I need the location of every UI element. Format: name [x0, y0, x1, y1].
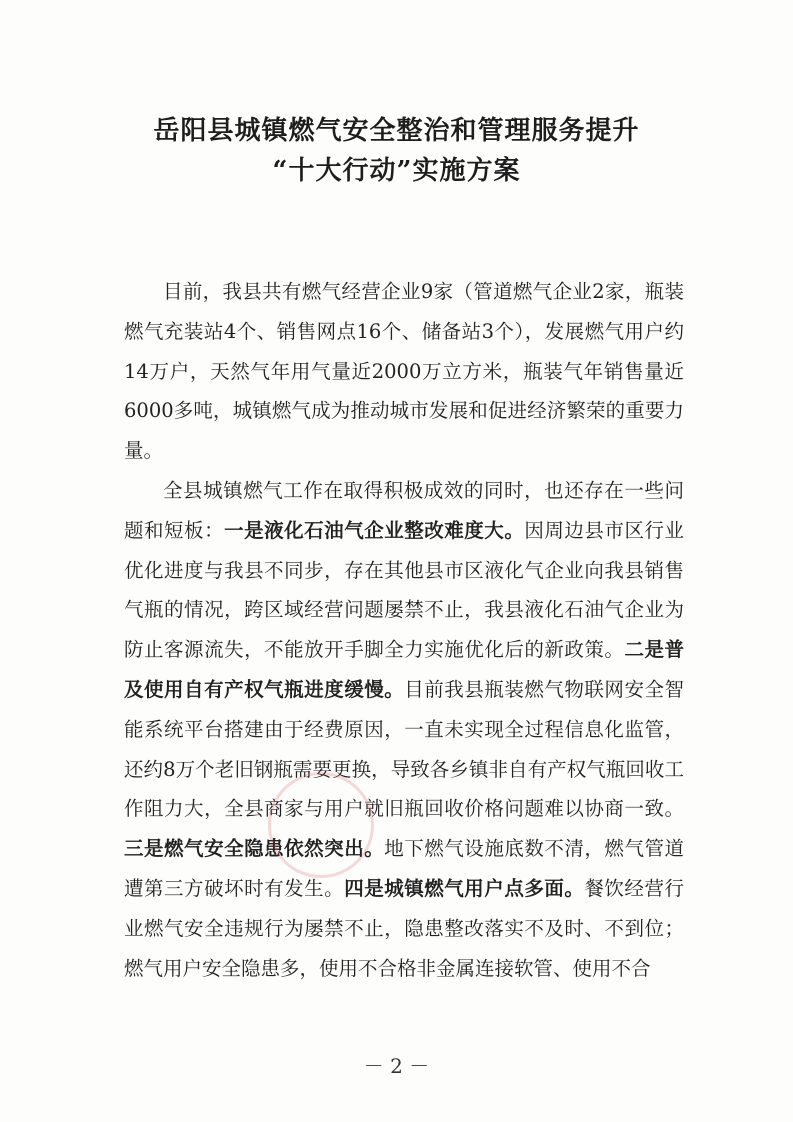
issue-3-heading: 三是燃气安全隐患依然突出。: [124, 837, 385, 861]
issue-2-heading: 二是普及使用自有产权气瓶进度缓慢。: [124, 638, 684, 701]
document-body: [124, 272, 684, 988]
paragraph-1: 目前，我县共有燃气经营企业9家（管道燃气企业2家，瓶装燃气充装站4个、销售网点16个、储备站3个），发展燃气用户约14万户，天然气年用气量近2000万立方米，瓶装气年销售量近6000多吨，城镇燃气成为推动城市发展和促进经济繁荣的重要力量。: [124, 280, 684, 463]
issue-1-heading: 一是液化石油气企业整改难度大。: [224, 518, 525, 542]
paragraph-2: [124, 471, 684, 988]
paragraph-2-text-4: 地下燃气设施底数不清，燃气管道遭第三方破坏时有发生。: [124, 837, 684, 900]
page-number: － 2 －: [363, 1054, 430, 1078]
official-seal-stamp: [268, 772, 374, 878]
document-title-line-1: 岳阳县城镇燃气安全整治和管理服务提升: [153, 116, 640, 146]
paragraph-2-text-5: 餐饮经营行业燃气安全违规行为屡禁不止，隐患整改落实不及时、不到位；燃气用户安全隐患多，使用不合格非金属连接软管、使用不合: [124, 876, 684, 980]
issue-4-heading: 四是城镇燃气用户点多面。: [344, 876, 585, 900]
paragraph-2-text-1: 全县城镇燃气工作在取得积极成效的同时，也还存在一些问题和短板：: [124, 478, 684, 542]
paragraph-2-text-3: 目前我县瓶装燃气物联网安全智能系统平台搭建由于经费原因，一直未实现全过程信息化监管，还约8万个老旧钢瓶需要更换，导致各乡镇非自有产权气瓶回收工作阻力大，全县商家与用户就旧瓶回收价格问题难以协商一致。: [124, 677, 684, 821]
document-title-line-2: “十大行动”实施方案: [272, 156, 521, 186]
paragraph-2-text-2: 因周边县市区行业优化进度与我县不同步，存在其他县市区液化气企业向我县销售气瓶的情况，跨区域经营问题屡禁不止，我县液化石油气企业为防止客源流失，不能放开手脚全力实施优化后的新政策。: [124, 518, 684, 662]
